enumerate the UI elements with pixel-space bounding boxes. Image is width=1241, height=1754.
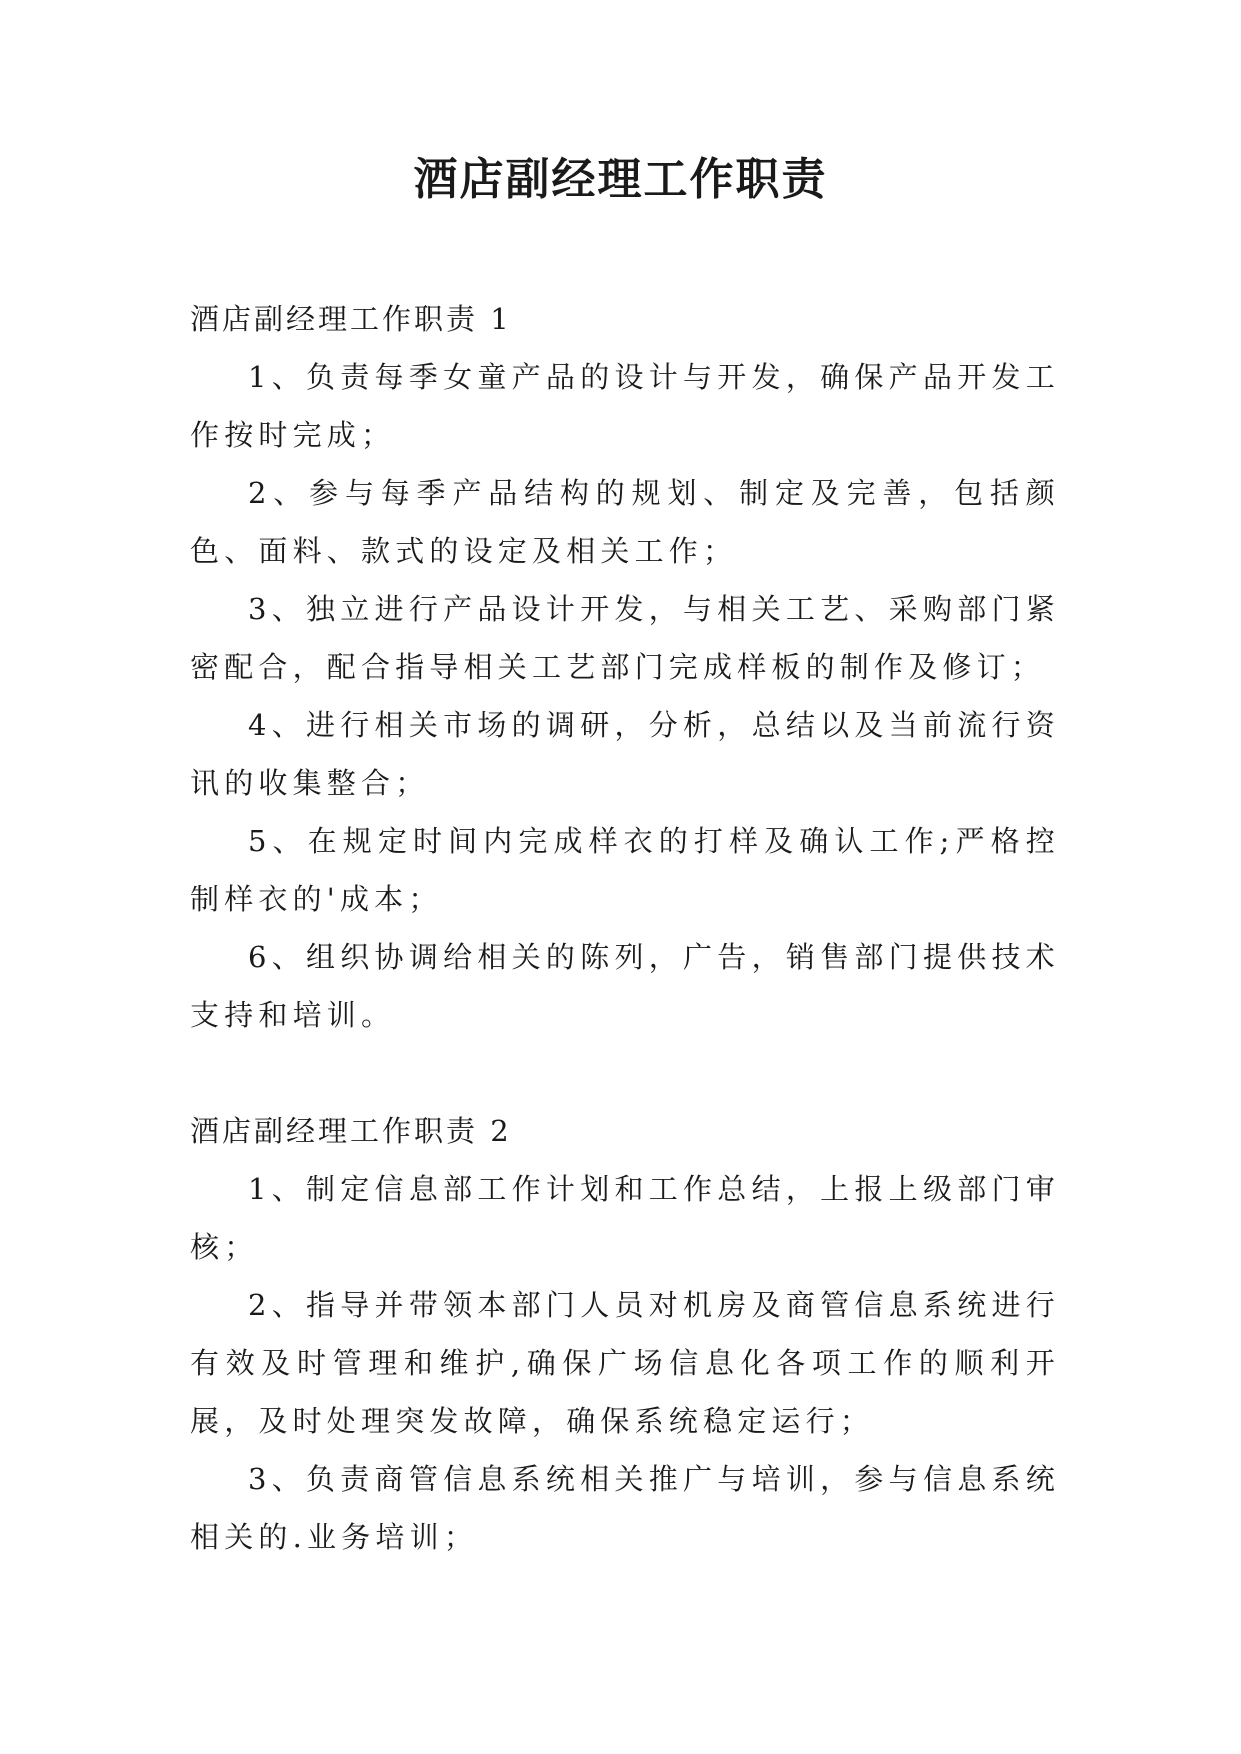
section-2 [190, 1102, 1060, 1566]
duty-item: 3、负责商管信息系统相关推广与培训，参与信息系统相关的.业务培训； [190, 1462, 1060, 1554]
duty-item: 2、参与每季产品结构的规划、制定及完善，包括颜色、面料、款式的设定及相关工作； [190, 476, 1060, 568]
duty-item: 3、独立进行产品设计开发，与相关工艺、采购部门紧密配合，配合指导相关工艺部门完成样板的制作及修订； [190, 592, 1060, 684]
duty-item: 4、进行相关市场的调研，分析，总结以及当前流行资讯的收集整合； [190, 708, 1060, 800]
document-title: 酒店副经理工作职责 [413, 154, 828, 205]
duty-item: 1、制定信息部工作计划和工作总结，上报上级部门审核； [190, 1172, 1060, 1264]
section-heading: 酒店副经理工作职责 2 [190, 1114, 512, 1148]
duty-item: 5、在规定时间内完成样衣的打样及确认工作;严格控制样衣的'成本； [190, 824, 1060, 916]
duty-item: 6、组织协调给相关的陈列，广告，销售部门提供技术支持和培训。 [190, 940, 1060, 1032]
duty-item: 2、指导并带领本部门人员对机房及商管信息系统进行有效及时管理和维护,确保广场信息化各项工作的顺利开展，及时处理突发故障，确保系统稳定运行； [190, 1288, 1060, 1438]
section-heading: 酒店副经理工作职责 1 [190, 302, 512, 336]
document-body [190, 290, 1060, 1624]
section-1 [190, 290, 1060, 1044]
duty-item: 1、负责每季女童产品的设计与开发，确保产品开发工作按时完成； [190, 360, 1060, 452]
